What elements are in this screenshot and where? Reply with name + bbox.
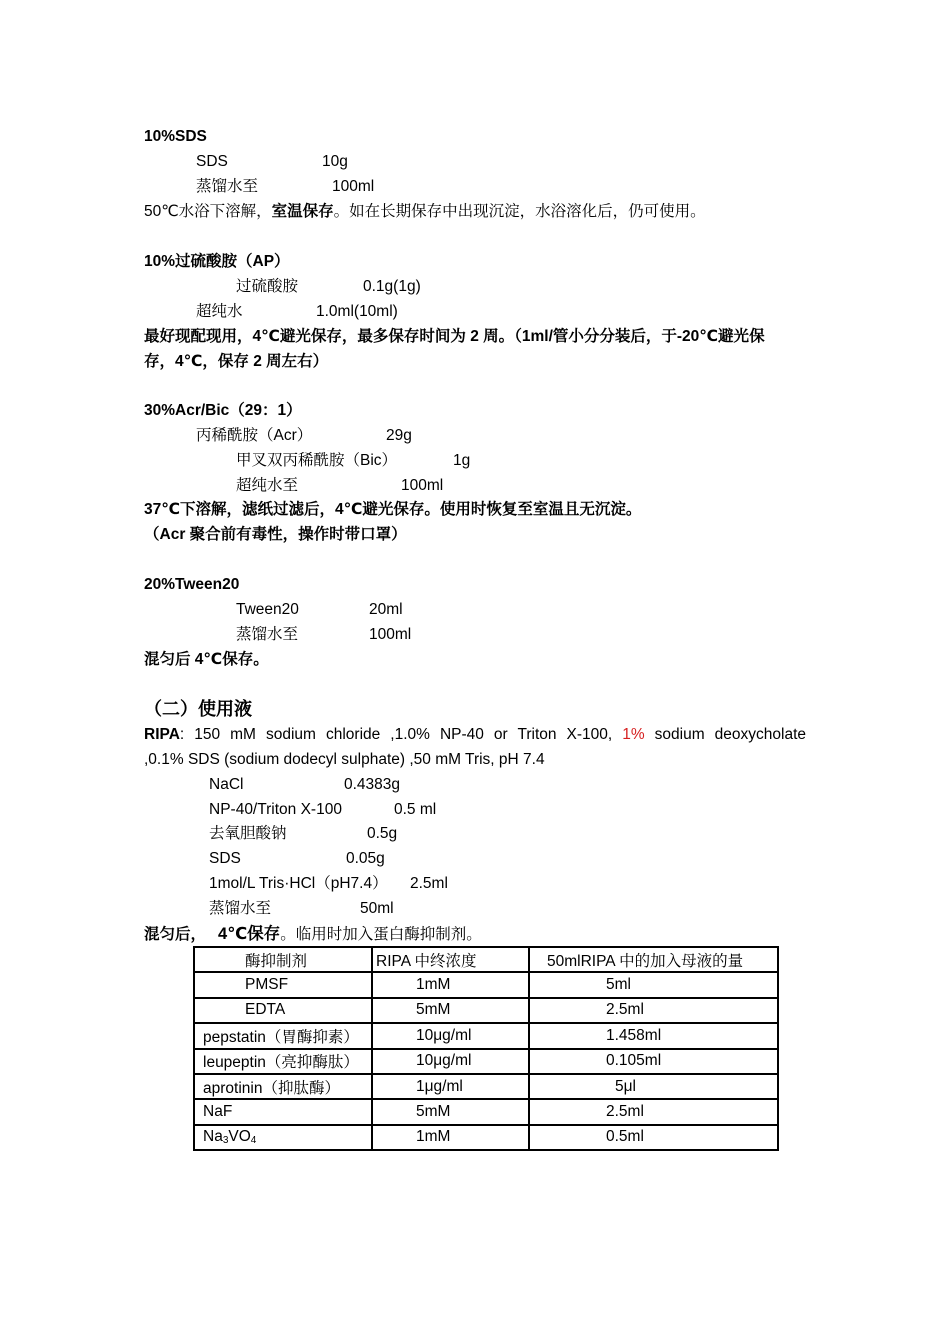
table-row [194, 1125, 778, 1150]
table-row [194, 1049, 778, 1074]
table-cell: PMSF [194, 972, 372, 997]
acr-water-name: 超纯水至 [236, 477, 299, 494]
acr-reagent1-name: 丙稀酰胺（Acr） [196, 427, 313, 444]
sds-reagent-amount: 10g [322, 153, 348, 170]
table-cell: leupeptin（亮抑酶肽） [194, 1049, 372, 1074]
acr-note-line2: （Acr 聚合前有毒性，操作时带口罩） [144, 526, 407, 543]
table-header-cell: RIPA 中终浓度 [372, 947, 529, 972]
ap-water-amount: 1.0ml(10ml) [316, 303, 398, 320]
recipe-name: NP-40/Triton X-100 [209, 801, 342, 818]
acr-reagent2-name: 甲叉双丙稀酰胺（Bic） [236, 452, 398, 469]
recipe-name: NaCl [209, 776, 244, 793]
table-cell: 10μg/ml [372, 1023, 529, 1048]
acr-reagent1-amount: 29g [386, 427, 412, 444]
ripa-description: RIPA: 150 mM sodium chloride ,1.0% NP-40 or Triton X-100, 1% sodium deoxycholate [144, 726, 806, 743]
ap-title: 10%过硫酸胺（AP） [144, 253, 290, 270]
table-cell: 5ml [529, 972, 778, 997]
tween-reagent-name: Tween20 [236, 601, 299, 618]
sds-reagent-name: SDS [196, 153, 228, 170]
tween-title: 20%Tween20 [144, 576, 240, 593]
table-row [194, 1023, 778, 1048]
table-cell: $Na_3VO_4$ [194, 1125, 372, 1150]
acr-note-line1: 37℃下溶解，滤纸过滤后，4℃避光保存。使用时恢复至室温且无沉淀。 [144, 501, 642, 518]
sds-note: 50℃水浴下溶解，室温保存。如在长期保存中出现沉淀，水浴溶化后，仍可使用。 [144, 203, 706, 220]
table-cell: 5μl [529, 1074, 778, 1099]
table-row [194, 1074, 778, 1099]
ap-note-line2: 存，4℃，保存 2 周左右） [144, 353, 329, 370]
tween-note: 混匀后 4℃保存。 [144, 651, 269, 668]
recipe-amount: 0.5g [367, 825, 398, 842]
table-cell: 5mM [372, 998, 529, 1023]
acr-reagent2-amount: 1g [453, 452, 471, 469]
recipe-amount: 2.5ml [410, 875, 448, 892]
table-cell: 1mM [372, 1125, 529, 1150]
recipe-name: SDS [209, 850, 241, 867]
recipe-name: 蒸馏水至 [209, 900, 272, 917]
table-cell: pepstatin（胃酶抑素） [194, 1023, 372, 1048]
ripa-description-line2: ,0.1% SDS (sodium dodecyl sulphate) ,50 mM Tris, pH 7.4 [144, 751, 545, 768]
ripa-note: 混匀后， 4℃保存。临用时加入蛋白酶抑制剂。 [144, 925, 482, 943]
acr-water-amount: 100ml [401, 477, 444, 494]
section-title: （二）使用液 [144, 699, 252, 719]
tween-water-name: 蒸馏水至 [236, 626, 299, 643]
sds-title: 10%SDS [144, 128, 207, 145]
recipe-amount: 0.4383g [344, 776, 401, 793]
table-cell: NaF [194, 1099, 372, 1124]
table-cell: EDTA [194, 998, 372, 1023]
table-header-row [194, 947, 778, 972]
table-row [194, 1099, 778, 1124]
table-cell: 1mM [372, 972, 529, 997]
ap-note-line1: 最好现配现用，4℃避光保存，最多保存时间为 2 周。（1ml/管小分分装后，于-20℃避光保 [144, 328, 765, 345]
ap-water-name: 超纯水 [196, 303, 243, 320]
recipe-amount: 0.05g [346, 850, 385, 867]
table-cell: 2.5ml [529, 998, 778, 1023]
recipe-name: 去氧胆酸钠 [209, 825, 287, 842]
table-row [194, 998, 778, 1023]
table-header-cell: 50mlRIPA 中的加入母液的量 [529, 947, 778, 972]
inhibitor-table [193, 946, 779, 1151]
acr-title: 30%Acr/Bic（29：1） [144, 402, 302, 419]
recipe-amount: 50ml [360, 900, 394, 917]
recipe-name: 1mol/L Tris·HCl（pH7.4） [209, 875, 388, 892]
ap-reagent-amount: 0.1g(1g) [363, 278, 421, 295]
table-cell: 2.5ml [529, 1099, 778, 1124]
table-cell: 1.458ml [529, 1023, 778, 1048]
table-header-cell: 酶抑制剂 [194, 947, 372, 972]
recipe-amount: 0.5 ml [394, 801, 437, 818]
tween-water-amount: 100ml [369, 626, 412, 643]
sds-water-name: 蒸馏水至 [196, 178, 259, 195]
table-cell: 5mM [372, 1099, 529, 1124]
tween-reagent-amount: 20ml [369, 601, 403, 618]
table-row [194, 972, 778, 997]
table-cell: aprotinin（抑肽酶） [194, 1074, 372, 1099]
table-cell: 1μg/ml [372, 1074, 529, 1099]
sds-water-amount: 100ml [332, 178, 375, 195]
table-cell: 0.105ml [529, 1049, 778, 1074]
table-cell: 0.5ml [529, 1125, 778, 1150]
table-cell: 10μg/ml [372, 1049, 529, 1074]
ap-reagent-name: 过硫酸胺 [236, 278, 299, 295]
